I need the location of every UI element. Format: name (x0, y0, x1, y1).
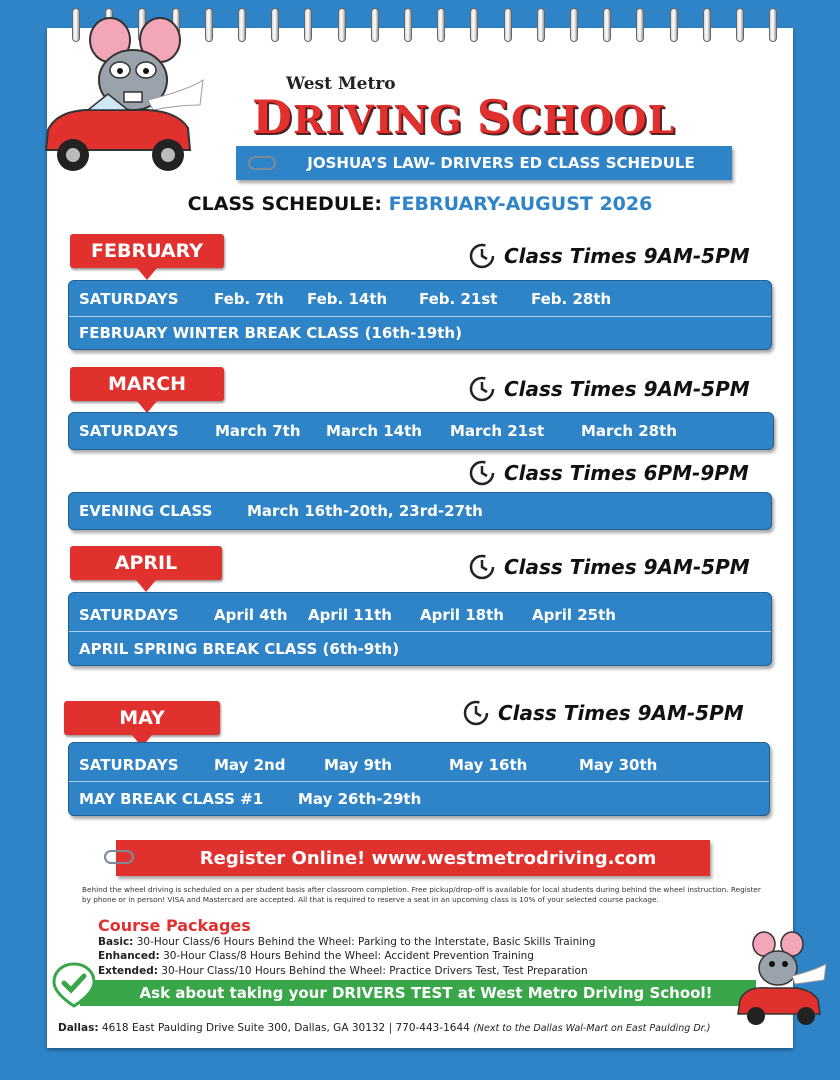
april-schedule-box (68, 592, 772, 666)
clock-icon (462, 699, 490, 727)
date-cell: May 30th (579, 756, 658, 774)
february-saturdays-row (79, 283, 769, 315)
school-address: Dallas: 4618 East Paulding Drive Suite 300, Dallas, GA 30132 | 770-443-1644 (Next to the Dallas Wal-Mart on East Paulding Dr.) (58, 1022, 711, 1034)
february-schedule-box (68, 280, 772, 350)
february-break-row: FEBRUARY WINTER BREAK CLASS (16th-19th) (79, 324, 462, 342)
month-tag-april: APRIL (70, 546, 222, 580)
spiral-ring (769, 8, 777, 42)
class-times-april: Class Times 9AM-5PM (468, 553, 750, 581)
spiral-ring (670, 8, 678, 42)
row-divider (69, 631, 771, 632)
date-cell: April 25th (532, 606, 616, 624)
spiral-ring (703, 8, 711, 42)
spiral-ring (603, 8, 611, 42)
date-cell: Feb. 28th (531, 290, 612, 308)
class-times-march: Class Times 9AM-5PM (468, 375, 750, 403)
schedule-heading: CLASS SCHEDULE: FEBRUARY-AUGUST 2026 (187, 193, 653, 215)
saturdays-label: SATURDAYS (79, 606, 179, 624)
paperclip-icon (104, 850, 134, 864)
package-basic: Basic: 30-Hour Class/6 Hours Behind the Wheel: Parking to the Interstate, Basic Skills Training (98, 936, 596, 948)
date-cell: March 7th (215, 422, 301, 440)
spiral-ring (404, 8, 412, 42)
drivers-test-banner: Ask about taking your DRIVERS TEST at West Metro Driving School! (80, 980, 756, 1006)
month-tag-february: FEBRUARY (70, 234, 224, 268)
spiral-ring (304, 8, 312, 42)
brand-tagline: West Metro (286, 74, 396, 94)
mascot-mouse-car-icon (730, 928, 830, 1028)
spiral-ring (470, 8, 478, 42)
spiral-ring (736, 8, 744, 42)
subtitle-banner: JOSHUA’S LAW- DRIVERS ED CLASS SCHEDULE (236, 146, 732, 180)
saturdays-label: SATURDAYS (79, 290, 179, 308)
class-times-february: Class Times 9AM-5PM (468, 242, 750, 270)
april-break-row: APRIL SPRING BREAK CLASS (6th-9th) (79, 640, 400, 658)
date-cell: Feb. 7th (214, 290, 284, 308)
saturdays-label: SATURDAYS (79, 422, 179, 440)
date-cell: Feb. 14th (307, 290, 388, 308)
break-class-label: MAY BREAK CLASS #1 (79, 790, 264, 808)
clock-icon (468, 375, 496, 403)
date-cell: April 4th (214, 606, 288, 624)
saturdays-label: SATURDAYS (79, 756, 179, 774)
date-cell: March 21st (450, 422, 545, 440)
spiral-ring (537, 8, 545, 42)
spiral-ring (338, 8, 346, 42)
evening-class-label: EVENING CLASS (79, 502, 213, 520)
clock-icon (468, 242, 496, 270)
break-class-dates: May 26th-29th (298, 790, 422, 808)
course-packages-title: Course Packages (98, 916, 251, 935)
mascot-mouse-car-icon (28, 10, 208, 180)
fine-print: Behind the wheel driving is scheduled on a per student basis after classroom completion. Free pickup/drop-off is available for local students during behind the wheel instruction. Register by phone or in person! VISA and Mastercard are accepted. All that is required to reserve a seat in an upcoming class is 10% of your selected course package. (82, 885, 761, 904)
class-times-may: Class Times 9AM-5PM (462, 699, 744, 727)
class-times-march-evening: Class Times 6PM-9PM (468, 459, 749, 487)
spiral-ring (570, 8, 578, 42)
spiral-ring (371, 8, 379, 42)
spiral-ring (636, 8, 644, 42)
date-cell: March 28th (581, 422, 677, 440)
package-enhanced: Enhanced: 30-Hour Class/8 Hours Behind the Wheel: Accident Prevention Training (98, 950, 534, 962)
april-saturdays-row (79, 599, 769, 631)
march-evening-row (79, 495, 769, 527)
date-cell: March 14th (326, 422, 422, 440)
paperclip-icon (248, 156, 276, 170)
date-cell: May 16th (449, 756, 528, 774)
month-tag-may: MAY (64, 701, 220, 735)
spiral-ring (504, 8, 512, 42)
date-cell: May 9th (324, 756, 392, 774)
month-tag-march: MARCH (70, 367, 224, 401)
brand-logo-title: DRIVING SCHOOL (252, 90, 676, 144)
evening-class-dates: March 16th-20th, 23rd-27th (247, 502, 483, 520)
date-cell: April 11th (308, 606, 392, 624)
date-cell: April 18th (420, 606, 504, 624)
spiral-ring (437, 8, 445, 42)
date-cell: May 2nd (214, 756, 286, 774)
march-evening-box (68, 492, 772, 530)
spiral-ring (271, 8, 279, 42)
clock-icon (468, 553, 496, 581)
march-saturdays-row (79, 415, 769, 447)
package-extended: Extended: 30-Hour Class/10 Hours Behind the Wheel: Practice Drivers Test, Test Preparation (98, 965, 588, 977)
may-schedule-box (68, 742, 770, 816)
clock-icon (468, 459, 496, 487)
register-online-link[interactable]: Register Online! www.westmetrodriving.com (116, 840, 710, 876)
may-saturdays-row (79, 749, 769, 781)
date-cell: Feb. 21st (419, 290, 498, 308)
row-divider (69, 781, 769, 782)
spiral-ring (238, 8, 246, 42)
may-break-row (79, 783, 769, 815)
march-schedule-box (68, 412, 774, 450)
checkmark-icon (52, 962, 96, 1008)
